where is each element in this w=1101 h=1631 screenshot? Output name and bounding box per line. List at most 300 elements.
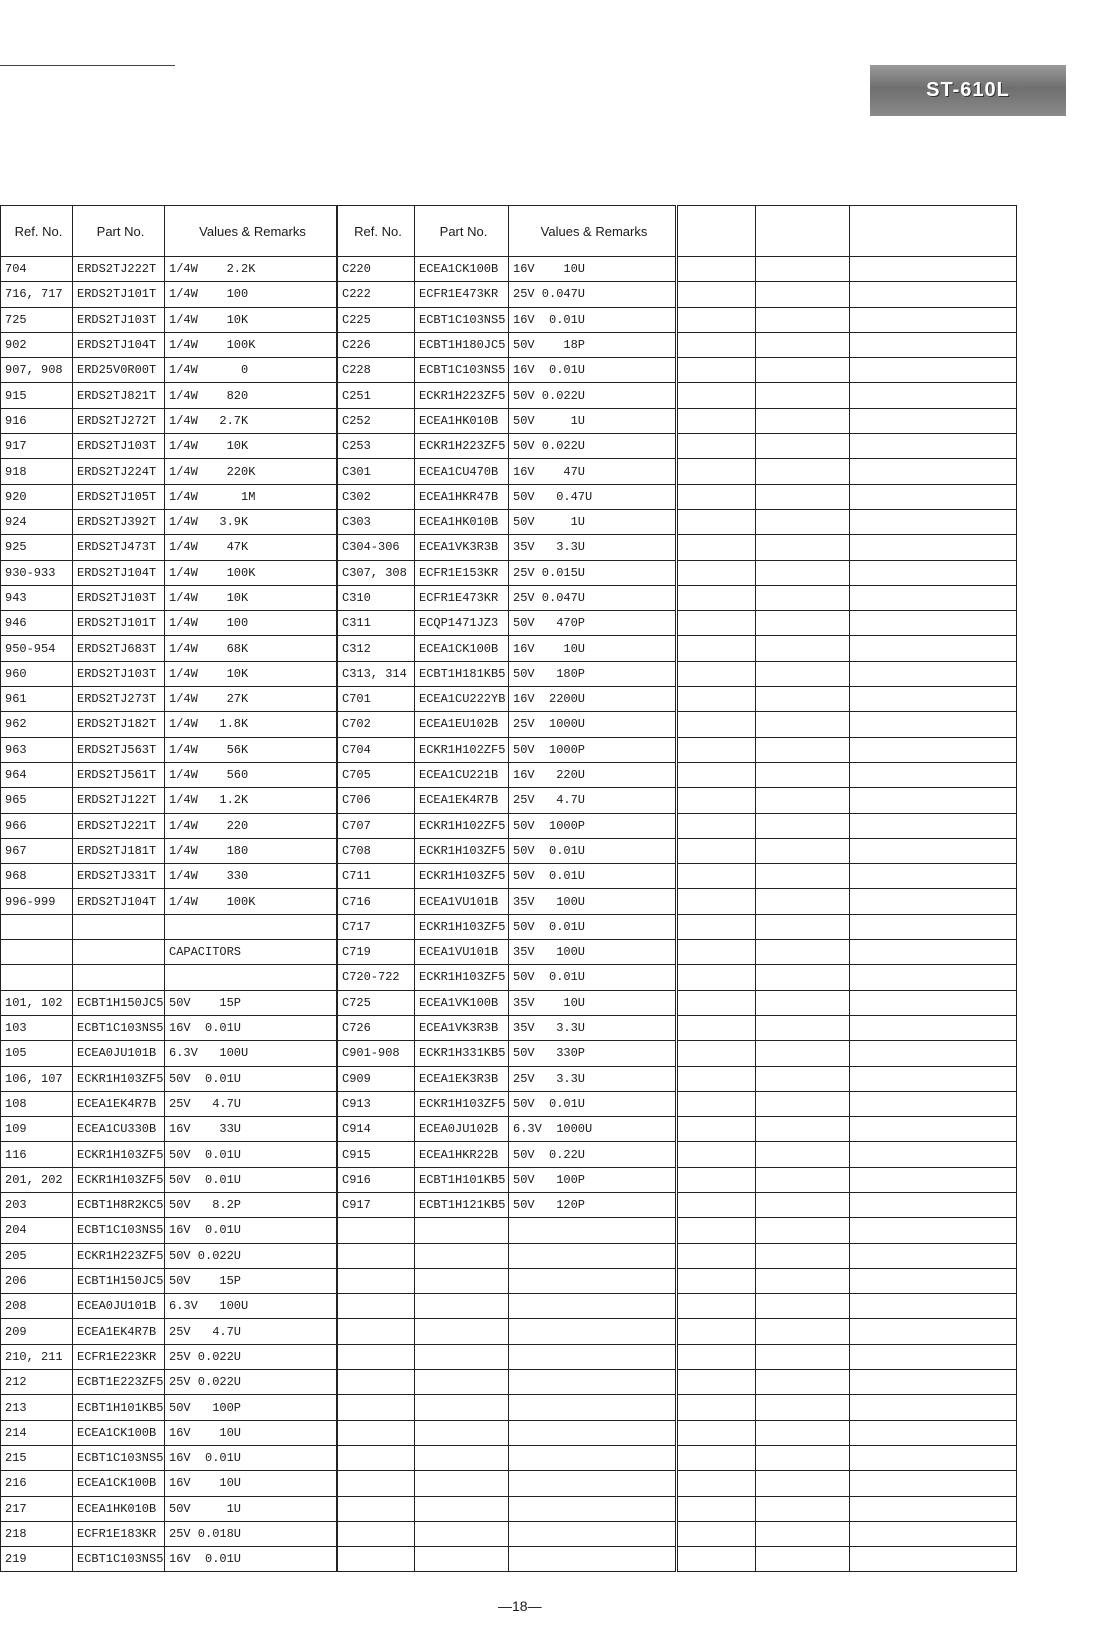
- table-row: [1, 1066, 337, 1091]
- cell-part-no: ERDS2TJ222T: [73, 257, 165, 282]
- cell-ref-no: [678, 788, 756, 813]
- cell-ref-no: C220: [338, 257, 415, 282]
- table-row: [678, 1167, 1017, 1192]
- cell-part-no: [415, 1420, 509, 1445]
- cell-part-no: ERDS2TJ105T: [73, 484, 165, 509]
- table-row: [338, 1041, 676, 1066]
- cell-part-no: ECEA1VK3R3B: [415, 535, 509, 560]
- table-row: [1, 1445, 337, 1470]
- cell-ref-no: [678, 282, 756, 307]
- cell-values: 25V 4.7U: [165, 1319, 337, 1344]
- table-row: [1, 940, 337, 965]
- table-row: [338, 965, 676, 990]
- cell-ref-no: 106, 107: [1, 1066, 73, 1091]
- cell-part-no: ERDS2TJ182T: [73, 712, 165, 737]
- table-row: [678, 1496, 1017, 1521]
- cell-values: 16V 220U: [509, 762, 676, 787]
- cell-values: [850, 838, 1017, 863]
- cell-values: 1/4W 0: [165, 358, 337, 383]
- cell-ref-no: 205: [1, 1243, 73, 1268]
- cell-ref-no: [338, 1471, 415, 1496]
- table-row: [1, 1091, 337, 1116]
- cell-values: 25V 0.022U: [165, 1344, 337, 1369]
- cell-values: [850, 940, 1017, 965]
- cell-ref-no: 996-999: [1, 889, 73, 914]
- cell-ref-no: 218: [1, 1521, 73, 1546]
- cell-values: [509, 1420, 676, 1445]
- cell-values: [165, 914, 337, 939]
- table-row: [678, 611, 1017, 636]
- cell-part-no: [756, 990, 850, 1015]
- cell-values: [850, 535, 1017, 560]
- table-row: [678, 1445, 1017, 1470]
- table-row: [1, 459, 337, 484]
- cell-part-no: ECKR1H103ZF5: [415, 1091, 509, 1116]
- cell-part-no: [756, 788, 850, 813]
- cell-part-no: [73, 914, 165, 939]
- cell-ref-no: 109: [1, 1117, 73, 1142]
- cell-values: [850, 1471, 1017, 1496]
- table-row: [678, 965, 1017, 990]
- cell-part-no: [756, 332, 850, 357]
- table-row: [338, 408, 676, 433]
- cell-ref-no: [678, 1294, 756, 1319]
- table-row: [1, 1547, 337, 1572]
- table-row: [338, 661, 676, 686]
- cell-ref-no: 968: [1, 864, 73, 889]
- cell-values: 25V 0.047U: [509, 585, 676, 610]
- cell-ref-no: 217: [1, 1496, 73, 1521]
- table-row: [338, 509, 676, 534]
- table-row: [1, 1395, 337, 1420]
- cell-values: [850, 788, 1017, 813]
- cell-ref-no: 964: [1, 762, 73, 787]
- cell-part-no: ECEA1HKR47B: [415, 484, 509, 509]
- cell-part-no: ECKR1H102ZF5: [415, 737, 509, 762]
- cell-ref-no: 962: [1, 712, 73, 737]
- cell-ref-no: [678, 990, 756, 1015]
- cell-ref-no: C222: [338, 282, 415, 307]
- cell-ref-no: 920: [1, 484, 73, 509]
- cell-ref-no: [678, 257, 756, 282]
- cell-ref-no: [338, 1243, 415, 1268]
- table-row: [338, 636, 676, 661]
- cell-part-no: [756, 484, 850, 509]
- cell-part-no: ERDS2TJ104T: [73, 332, 165, 357]
- cell-part-no: [756, 1041, 850, 1066]
- table-row: [338, 358, 676, 383]
- col-ref-no: Ref. No.: [1, 206, 73, 257]
- table-row: [338, 257, 676, 282]
- table-row: [678, 788, 1017, 813]
- cell-part-no: ECEA1VU101B: [415, 889, 509, 914]
- cell-values: 1/4W 100: [165, 611, 337, 636]
- cell-ref-no: 963: [1, 737, 73, 762]
- table-row: [338, 332, 676, 357]
- cell-ref-no: C725: [338, 990, 415, 1015]
- cell-values: 25V 0.018U: [165, 1521, 337, 1546]
- table-row: [1, 737, 337, 762]
- cell-ref-no: C304-306: [338, 535, 415, 560]
- table-row: [338, 459, 676, 484]
- table-row: [338, 1344, 676, 1369]
- cell-part-no: ERDS2TJ561T: [73, 762, 165, 787]
- cell-ref-no: 219: [1, 1547, 73, 1572]
- cell-ref-no: [678, 1319, 756, 1344]
- cell-values: 25V 0.015U: [509, 560, 676, 585]
- cell-part-no: ECBT1C103NS5: [73, 1015, 165, 1040]
- cell-values: 1/4W 180: [165, 838, 337, 863]
- cell-values: 50V 470P: [509, 611, 676, 636]
- table-row: [678, 661, 1017, 686]
- cell-part-no: [756, 585, 850, 610]
- cell-values: [850, 712, 1017, 737]
- cell-ref-no: [338, 1496, 415, 1521]
- cell-ref-no: [678, 838, 756, 863]
- table-row: [1, 1370, 337, 1395]
- cell-part-no: [756, 611, 850, 636]
- table-row: [678, 459, 1017, 484]
- cell-values: 16V 0.01U: [509, 307, 676, 332]
- cell-ref-no: 950-954: [1, 636, 73, 661]
- cell-part-no: ERDS2TJ104T: [73, 889, 165, 914]
- cell-values: 1/4W 27K: [165, 687, 337, 712]
- cell-values: [850, 864, 1017, 889]
- cell-values: [850, 1167, 1017, 1192]
- cell-ref-no: 704: [1, 257, 73, 282]
- table-row: [338, 1243, 676, 1268]
- cell-values: [850, 459, 1017, 484]
- cell-part-no: [756, 282, 850, 307]
- cell-part-no: [756, 1496, 850, 1521]
- cell-values: 1/4W 100: [165, 282, 337, 307]
- table-row: [1, 788, 337, 813]
- table-row: [678, 1420, 1017, 1445]
- cell-values: [850, 257, 1017, 282]
- cell-values: 50V 0.22U: [509, 1142, 676, 1167]
- cell-part-no: [415, 1496, 509, 1521]
- cell-ref-no: [678, 1521, 756, 1546]
- cell-part-no: ERDS2TJ101T: [73, 611, 165, 636]
- cell-ref-no: [678, 1117, 756, 1142]
- cell-ref-no: [678, 1015, 756, 1040]
- cell-ref-no: [338, 1319, 415, 1344]
- cell-ref-no: [678, 914, 756, 939]
- cell-ref-no: C301: [338, 459, 415, 484]
- col-part-no: Part No.: [73, 206, 165, 257]
- cell-part-no: [415, 1319, 509, 1344]
- cell-ref-no: [338, 1445, 415, 1470]
- cell-ref-no: [678, 965, 756, 990]
- table-row: [338, 687, 676, 712]
- table-row: [1, 1192, 337, 1217]
- cell-ref-no: C909: [338, 1066, 415, 1091]
- cell-part-no: [756, 1344, 850, 1369]
- cell-part-no: ECFR1E473KR: [415, 585, 509, 610]
- cell-part-no: ECBT1H101KB5: [73, 1395, 165, 1420]
- cell-ref-no: [678, 661, 756, 686]
- table-row: [338, 838, 676, 863]
- cell-values: 25V 4.7U: [509, 788, 676, 813]
- cell-values: [850, 1243, 1017, 1268]
- cell-values: 1/4W 100K: [165, 332, 337, 357]
- cell-part-no: [756, 1066, 850, 1091]
- cell-ref-no: 961: [1, 687, 73, 712]
- cell-ref-no: 716, 717: [1, 282, 73, 307]
- cell-ref-no: 105: [1, 1041, 73, 1066]
- table-row: [678, 1319, 1017, 1344]
- cell-part-no: [756, 307, 850, 332]
- cell-values: [850, 1370, 1017, 1395]
- table-row: [678, 838, 1017, 863]
- cell-ref-no: [678, 1243, 756, 1268]
- cell-part-no: [756, 1521, 850, 1546]
- table-row: [338, 1268, 676, 1293]
- cell-values: [509, 1294, 676, 1319]
- cell-values: 1/4W 56K: [165, 737, 337, 762]
- table-row: [678, 1294, 1017, 1319]
- cell-part-no: [756, 1294, 850, 1319]
- cell-part-no: ECEA1HK010B: [73, 1496, 165, 1521]
- cell-part-no: ECFR1E223KR: [73, 1344, 165, 1369]
- cell-part-no: ECBT1E223ZF5: [73, 1370, 165, 1395]
- cell-values: [850, 990, 1017, 1015]
- table-row: [338, 1066, 676, 1091]
- cell-part-no: ECEA1VK3R3B: [415, 1015, 509, 1040]
- cell-ref-no: C228: [338, 358, 415, 383]
- cell-values: [850, 914, 1017, 939]
- cell-ref-no: 967: [1, 838, 73, 863]
- cell-values: 6.3V 100U: [165, 1294, 337, 1319]
- col-empty: [756, 206, 850, 257]
- cell-part-no: [756, 1471, 850, 1496]
- cell-values: 50V 1U: [509, 509, 676, 534]
- cell-values: 50V 0.01U: [165, 1167, 337, 1192]
- table-row: [678, 257, 1017, 282]
- cell-values: 50V 18P: [509, 332, 676, 357]
- cell-ref-no: 214: [1, 1420, 73, 1445]
- table-row: [1, 1268, 337, 1293]
- cell-ref-no: [678, 940, 756, 965]
- cell-part-no: [756, 889, 850, 914]
- cell-values: 35V 10U: [509, 990, 676, 1015]
- cell-values: 16V 10U: [509, 636, 676, 661]
- cell-part-no: [756, 257, 850, 282]
- cell-part-no: ECQP1471JZ3: [415, 611, 509, 636]
- cell-part-no: ECKR1H103ZF5: [415, 838, 509, 863]
- cell-ref-no: 917: [1, 434, 73, 459]
- table-row: [1, 1496, 337, 1521]
- cell-ref-no: [678, 535, 756, 560]
- cell-ref-no: C310: [338, 585, 415, 610]
- cell-ref-no: [678, 737, 756, 762]
- cell-values: [850, 1268, 1017, 1293]
- cell-part-no: ECEA1CK100B: [415, 257, 509, 282]
- cell-part-no: ECFR1E183KR: [73, 1521, 165, 1546]
- cell-values: [850, 1218, 1017, 1243]
- cell-part-no: [756, 687, 850, 712]
- cell-part-no: [756, 1218, 850, 1243]
- cell-ref-no: 924: [1, 509, 73, 534]
- model-badge: [870, 65, 1066, 116]
- cell-ref-no: [678, 1344, 756, 1369]
- table-row: [1, 282, 337, 307]
- cell-part-no: ERDS2TJ224T: [73, 459, 165, 484]
- cell-values: 1/4W 47K: [165, 535, 337, 560]
- cell-ref-no: C225: [338, 307, 415, 332]
- cell-part-no: [756, 940, 850, 965]
- table-row: [338, 1496, 676, 1521]
- cell-ref-no: 103: [1, 1015, 73, 1040]
- cell-ref-no: [678, 434, 756, 459]
- table-row: [338, 1395, 676, 1420]
- cell-part-no: [756, 535, 850, 560]
- cell-part-no: ECEA0JU101B: [73, 1294, 165, 1319]
- page-number: —18—: [498, 1598, 542, 1614]
- table-row: [1, 1167, 337, 1192]
- table-row: [678, 358, 1017, 383]
- cell-ref-no: 966: [1, 813, 73, 838]
- table-row: [1, 307, 337, 332]
- cell-ref-no: 916: [1, 408, 73, 433]
- parts-table-left: [0, 205, 337, 1572]
- cell-part-no: ECEA1CK100B: [73, 1420, 165, 1445]
- cell-part-no: [756, 1370, 850, 1395]
- cell-part-no: ECEA1EK4R7B: [73, 1319, 165, 1344]
- cell-part-no: [415, 1370, 509, 1395]
- cell-part-no: [756, 1091, 850, 1116]
- table-row: [338, 813, 676, 838]
- cell-values: 1/4W 100K: [165, 889, 337, 914]
- cell-ref-no: [678, 864, 756, 889]
- cell-values: [850, 1319, 1017, 1344]
- cell-values: 50V 0.01U: [165, 1142, 337, 1167]
- cell-values: [850, 585, 1017, 610]
- cell-part-no: ECEA1CU470B: [415, 459, 509, 484]
- table-row: [678, 535, 1017, 560]
- table-row: [678, 687, 1017, 712]
- table-row: [1, 535, 337, 560]
- cell-values: [850, 282, 1017, 307]
- cell-values: [850, 434, 1017, 459]
- cell-ref-no: C307, 308: [338, 560, 415, 585]
- table-row: [678, 1218, 1017, 1243]
- cell-values: [165, 965, 337, 990]
- cell-ref-no: C701: [338, 687, 415, 712]
- top-rule: [0, 65, 175, 66]
- cell-part-no: [415, 1471, 509, 1496]
- cell-part-no: ERDS2TJ103T: [73, 661, 165, 686]
- cell-part-no: ERDS2TJ104T: [73, 560, 165, 585]
- table-row: [338, 1218, 676, 1243]
- cell-values: [850, 1496, 1017, 1521]
- cell-values: 1/4W 2.7K: [165, 408, 337, 433]
- cell-ref-no: C901-908: [338, 1041, 415, 1066]
- cell-ref-no: [678, 484, 756, 509]
- cell-ref-no: C251: [338, 383, 415, 408]
- cell-ref-no: 213: [1, 1395, 73, 1420]
- table-row: [1, 762, 337, 787]
- cell-values: 25V 4.7U: [165, 1091, 337, 1116]
- cell-ref-no: [338, 1420, 415, 1445]
- cell-values: 50V 0.01U: [509, 914, 676, 939]
- cell-ref-no: [678, 1370, 756, 1395]
- table-row: [1, 1142, 337, 1167]
- cell-values: 50V 120P: [509, 1192, 676, 1217]
- table-row: [338, 1445, 676, 1470]
- table-row: [1, 687, 337, 712]
- table-row: [1, 1218, 337, 1243]
- cell-values: 50V 15P: [165, 1268, 337, 1293]
- cell-ref-no: [678, 383, 756, 408]
- cell-ref-no: [678, 1268, 756, 1293]
- cell-part-no: [756, 813, 850, 838]
- cell-ref-no: C252: [338, 408, 415, 433]
- table-row: [338, 788, 676, 813]
- cell-values: 25V 3.3U: [509, 1066, 676, 1091]
- cell-ref-no: [678, 358, 756, 383]
- cell-ref-no: C917: [338, 1192, 415, 1217]
- table-row: [338, 940, 676, 965]
- cell-ref-no: C913: [338, 1091, 415, 1116]
- table-row: [678, 1117, 1017, 1142]
- cell-part-no: [756, 1117, 850, 1142]
- cell-ref-no: 215: [1, 1445, 73, 1470]
- cell-part-no: ECBT1C103NS5: [415, 307, 509, 332]
- cell-ref-no: [338, 1547, 415, 1572]
- table-row: [678, 1547, 1017, 1572]
- cell-part-no: [756, 1243, 850, 1268]
- cell-values: 50V 0.01U: [165, 1066, 337, 1091]
- cell-ref-no: [678, 307, 756, 332]
- cell-values: [850, 1395, 1017, 1420]
- table-row: [678, 990, 1017, 1015]
- cell-ref-no: [1, 965, 73, 990]
- cell-values: [850, 1547, 1017, 1572]
- cell-ref-no: C717: [338, 914, 415, 939]
- parts-table-middle: [337, 205, 676, 1572]
- cell-ref-no: 210, 211: [1, 1344, 73, 1369]
- table-row: [678, 282, 1017, 307]
- cell-values: 1/4W 3.9K: [165, 509, 337, 534]
- cell-values: 35V 100U: [509, 940, 676, 965]
- table-row: [1, 1041, 337, 1066]
- cell-part-no: [415, 1521, 509, 1546]
- cell-part-no: [73, 940, 165, 965]
- cell-values: [850, 1117, 1017, 1142]
- table-row: [338, 1142, 676, 1167]
- cell-part-no: [756, 1445, 850, 1470]
- cell-part-no: [756, 1319, 850, 1344]
- cell-values: [850, 332, 1017, 357]
- cell-part-no: ECEA1EK4R7B: [415, 788, 509, 813]
- cell-ref-no: [678, 611, 756, 636]
- cell-values: 1/4W 10K: [165, 661, 337, 686]
- cell-values: 16V 0.01U: [165, 1015, 337, 1040]
- table-row: [1, 257, 337, 282]
- cell-part-no: ECKR1H331KB5: [415, 1041, 509, 1066]
- cell-values: 1/4W 1.2K: [165, 788, 337, 813]
- cell-ref-no: [678, 636, 756, 661]
- table-row: [678, 864, 1017, 889]
- cell-values: 16V 33U: [165, 1117, 337, 1142]
- cell-ref-no: [678, 1218, 756, 1243]
- cell-part-no: [756, 1420, 850, 1445]
- table-row: [678, 560, 1017, 585]
- cell-ref-no: [678, 1420, 756, 1445]
- cell-values: 50V 180P: [509, 661, 676, 686]
- table-row: [678, 914, 1017, 939]
